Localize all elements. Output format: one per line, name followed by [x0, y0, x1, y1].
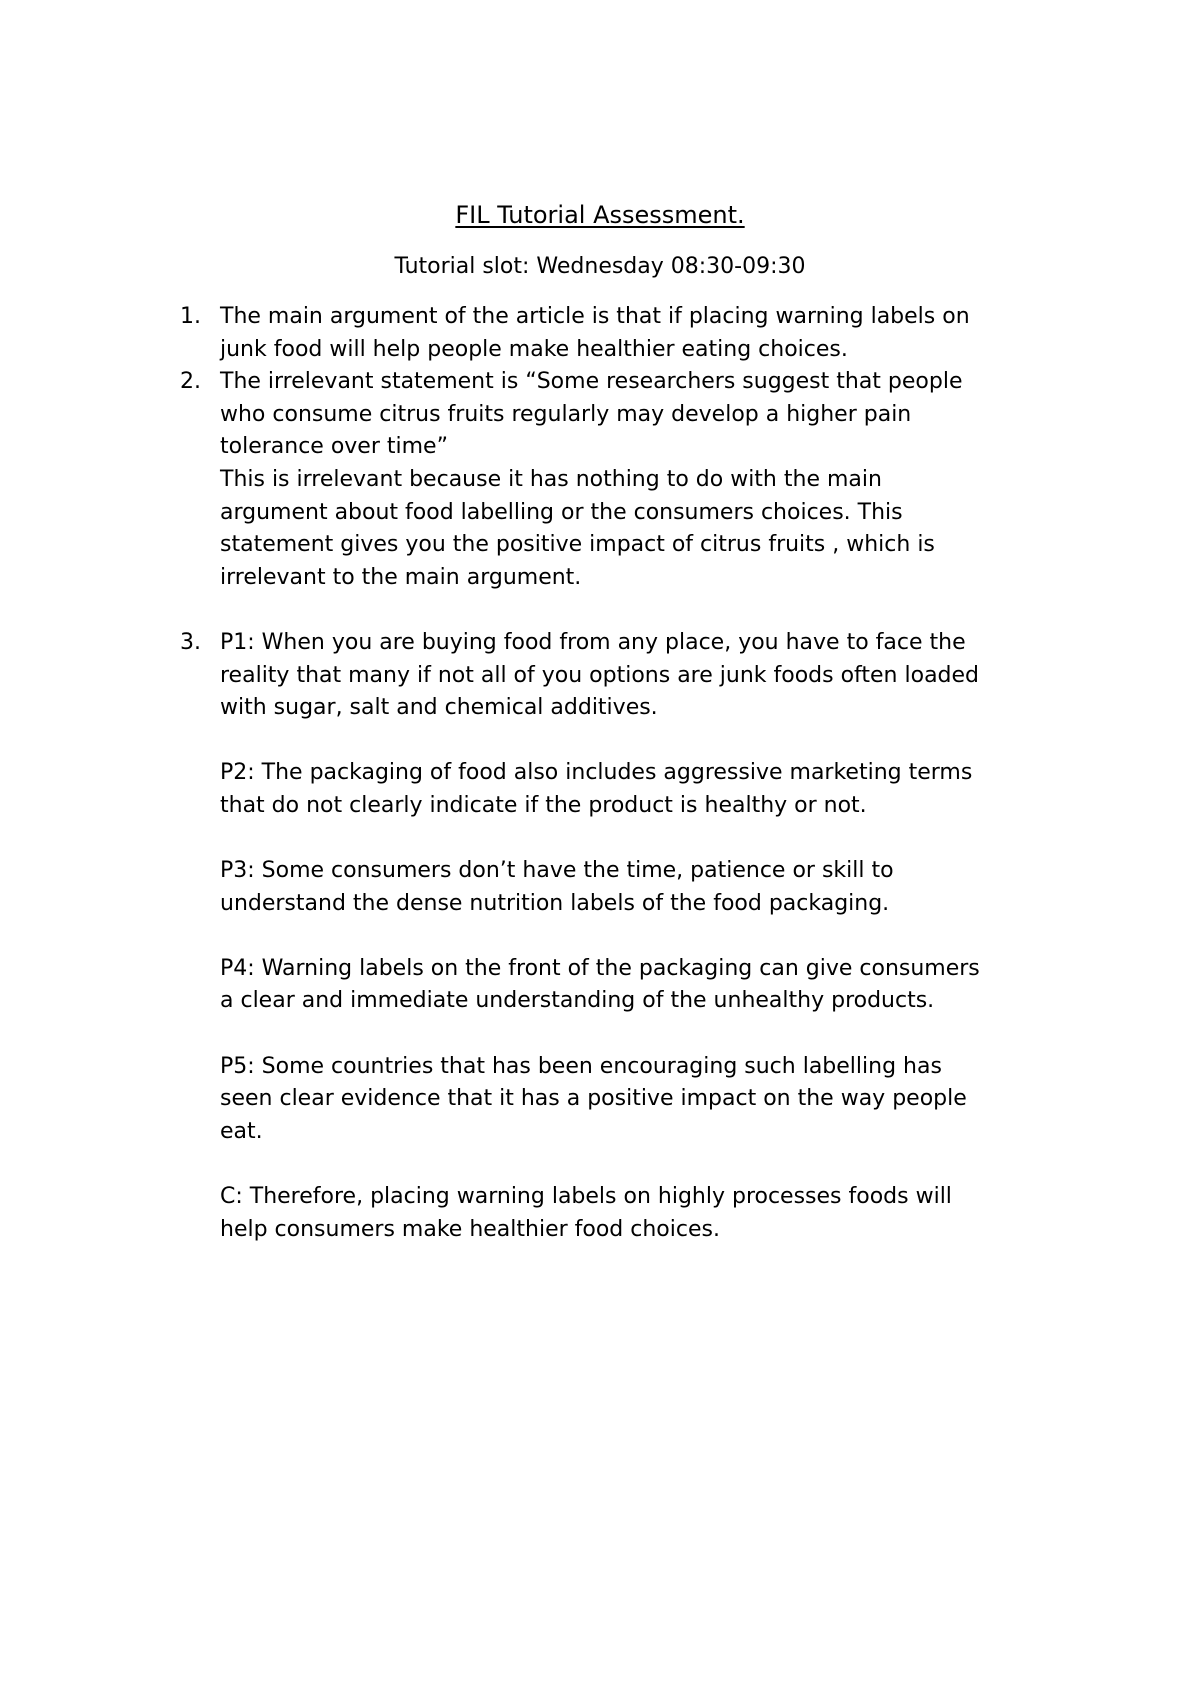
- list-item-1: [180, 301, 1090, 366]
- list-item-number: 2.: [180, 369, 201, 395]
- premise-4: P4: Warning labels on the front of the packaging can give consumers a clear and immediate understanding of the unhealthy products.: [220, 955, 980, 1014]
- spacer: [220, 594, 1090, 627]
- answer-1-text: The main argument of the article is that if placing warning labels on junk food will help people make healthier eating choices.: [220, 304, 970, 362]
- list-item-3: [180, 627, 1090, 1246]
- premise-3: P3: Some consumers don’t have the time, patience or skill to understand the dense nutrition labels of the food packaging.: [220, 858, 894, 916]
- answer-2-text: The irrelevant statement is “Some researchers suggest that people who consume citrus fruits regularly may develop a higher pain tolerance over time” This is irrelevant because it has nothing to do with the main argument about food labelling or the consumers choices. This statement gives you the positive impact of citrus fruits , which is irrelevant to the main argument.: [220, 369, 963, 590]
- premise-1: P1: When you are buying food from any place, you have to face the reality that many if not all of you options are junk foods often loaded with sugar, salt and chemical additives.: [220, 629, 980, 721]
- spacer: [220, 920, 1090, 953]
- list-item-number: 1.: [180, 304, 201, 329]
- spacer: [220, 1018, 1090, 1051]
- spacer: [220, 725, 1090, 758]
- document-title: FIL Tutorial Assessment.: [455, 201, 745, 229]
- spacer: [220, 1148, 1090, 1181]
- tutorial-slot: Tutorial slot: Wednesday 08:30-09:30: [394, 254, 806, 279]
- premise-5: P5: Some countries that has been encouraging such labelling has seen clear evidence that it has a positive impact on the way people eat.: [220, 1053, 967, 1144]
- answer-list: [180, 301, 1090, 1246]
- conclusion: C: Therefore, placing warning labels on highly processes foods will help consumers make healthier food choices.: [220, 1184, 952, 1242]
- list-item-number: 3.: [180, 629, 201, 655]
- list-item-2: [180, 366, 1090, 594]
- spacer: [220, 823, 1090, 856]
- premise-2: P2: The packaging of food also includes aggressive marketing terms that do not clearly indicate if the product is healthy or not.: [220, 760, 973, 818]
